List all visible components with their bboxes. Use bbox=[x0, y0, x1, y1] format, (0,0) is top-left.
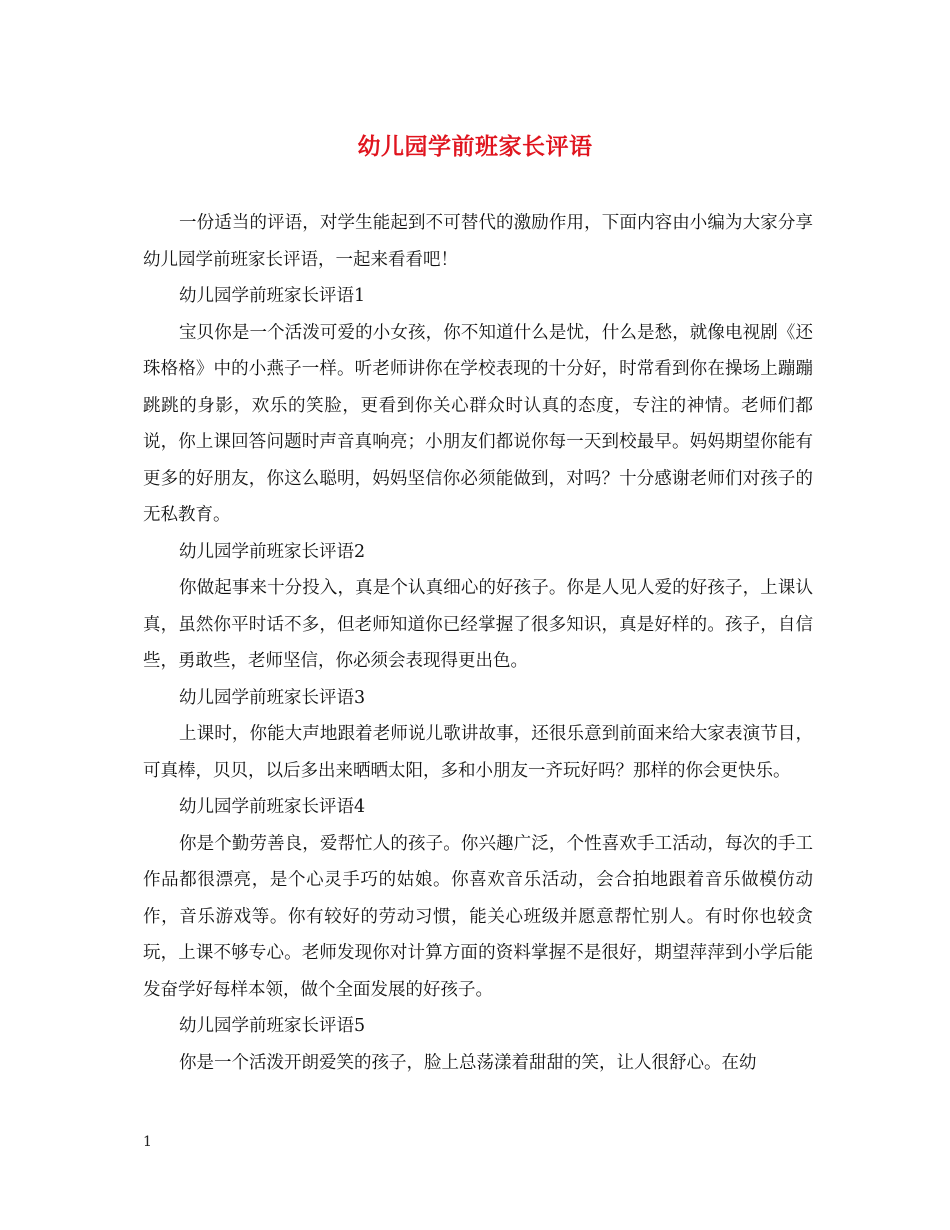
section-heading-1: 幼儿园学前班家长评语1 bbox=[179, 286, 366, 306]
section-paragraph-3: 上课时，你能大声地跟着老师说儿歌讲故事，还很乐意到前面来给大家表演节目，可真棒，贝贝，以后多出来晒晒太阳，多和小朋友一齐玩好吗？那样的你会更快乐。 bbox=[143, 724, 813, 781]
section-heading-4: 幼儿园学前班家长评语4 bbox=[179, 797, 366, 817]
section-heading-5: 幼儿园学前班家长评语5 bbox=[179, 1016, 366, 1036]
section-heading-3: 幼儿园学前班家长评语3 bbox=[179, 687, 366, 708]
section-paragraph-2: 你做起事来十分投入，真是个认真细心的好孩子。你是人见人爱的好孩子，上课认真，虽然你平时话不多，但老师知道你已经掌握了很多知识，真是好样的。孩子，自信些，勇敢些，老师坚信，你必须会表现得更出色。 bbox=[143, 578, 813, 671]
section-paragraph-1: 宝贝你是一个活泼可爱的小女孩，你不知道什么是忧，什么是愁，就像电视剧《还珠格格》中的小燕子一样。听老师讲你在学校表现的十分好，时常看到你在操场上蹦蹦跳跳的身影，欢乐的笑脸，更看到你关心群众时认真的态度，专注的神情。老师们都说，你上课回答问题时声音真响亮；小朋友们都说你每一天到校最早。妈妈期望你能有更多的好朋友，你这么聪明，妈妈坚信你必须能做到，对吗？十分感谢老师们对孩子的无私教育。 bbox=[143, 322, 813, 525]
intro-paragraph: 一份适当的评语，对学生能起到不可替代的激励作用，下面内容由小编为大家分享幼儿园学前班家长评语，一起来看看吧！ bbox=[143, 213, 813, 270]
document-body bbox=[143, 205, 813, 1081]
section-paragraph-4: 你是个勤劳善良，爱帮忙人的孩子。你兴趣广泛，个性喜欢手工活动，每次的手工作品都很漂亮，是个心灵手巧的姑娘。你喜欢音乐活动，会合拍地跟着音乐做模仿动作，音乐游戏等。你有较好的劳动习惯，能关心班级并愿意帮忙别人。有时你也较贪玩，上课不够专心。老师发现你对计算方面的资料掌握不是很好，期望萍萍到小学后能发奋学好每样本领，做个全面发展的好孩子。 bbox=[143, 833, 813, 1000]
section-paragraph-5: 你是一个活泼开朗爱笑的孩子，脸上总荡漾着甜甜的笑，让人很舒心。在幼 bbox=[179, 1052, 757, 1073]
page-number: 1 bbox=[143, 1134, 152, 1150]
document-title: 幼儿园学前班家长评语 bbox=[357, 133, 593, 160]
section-heading-2: 幼儿园学前班家长评语2 bbox=[179, 541, 366, 562]
